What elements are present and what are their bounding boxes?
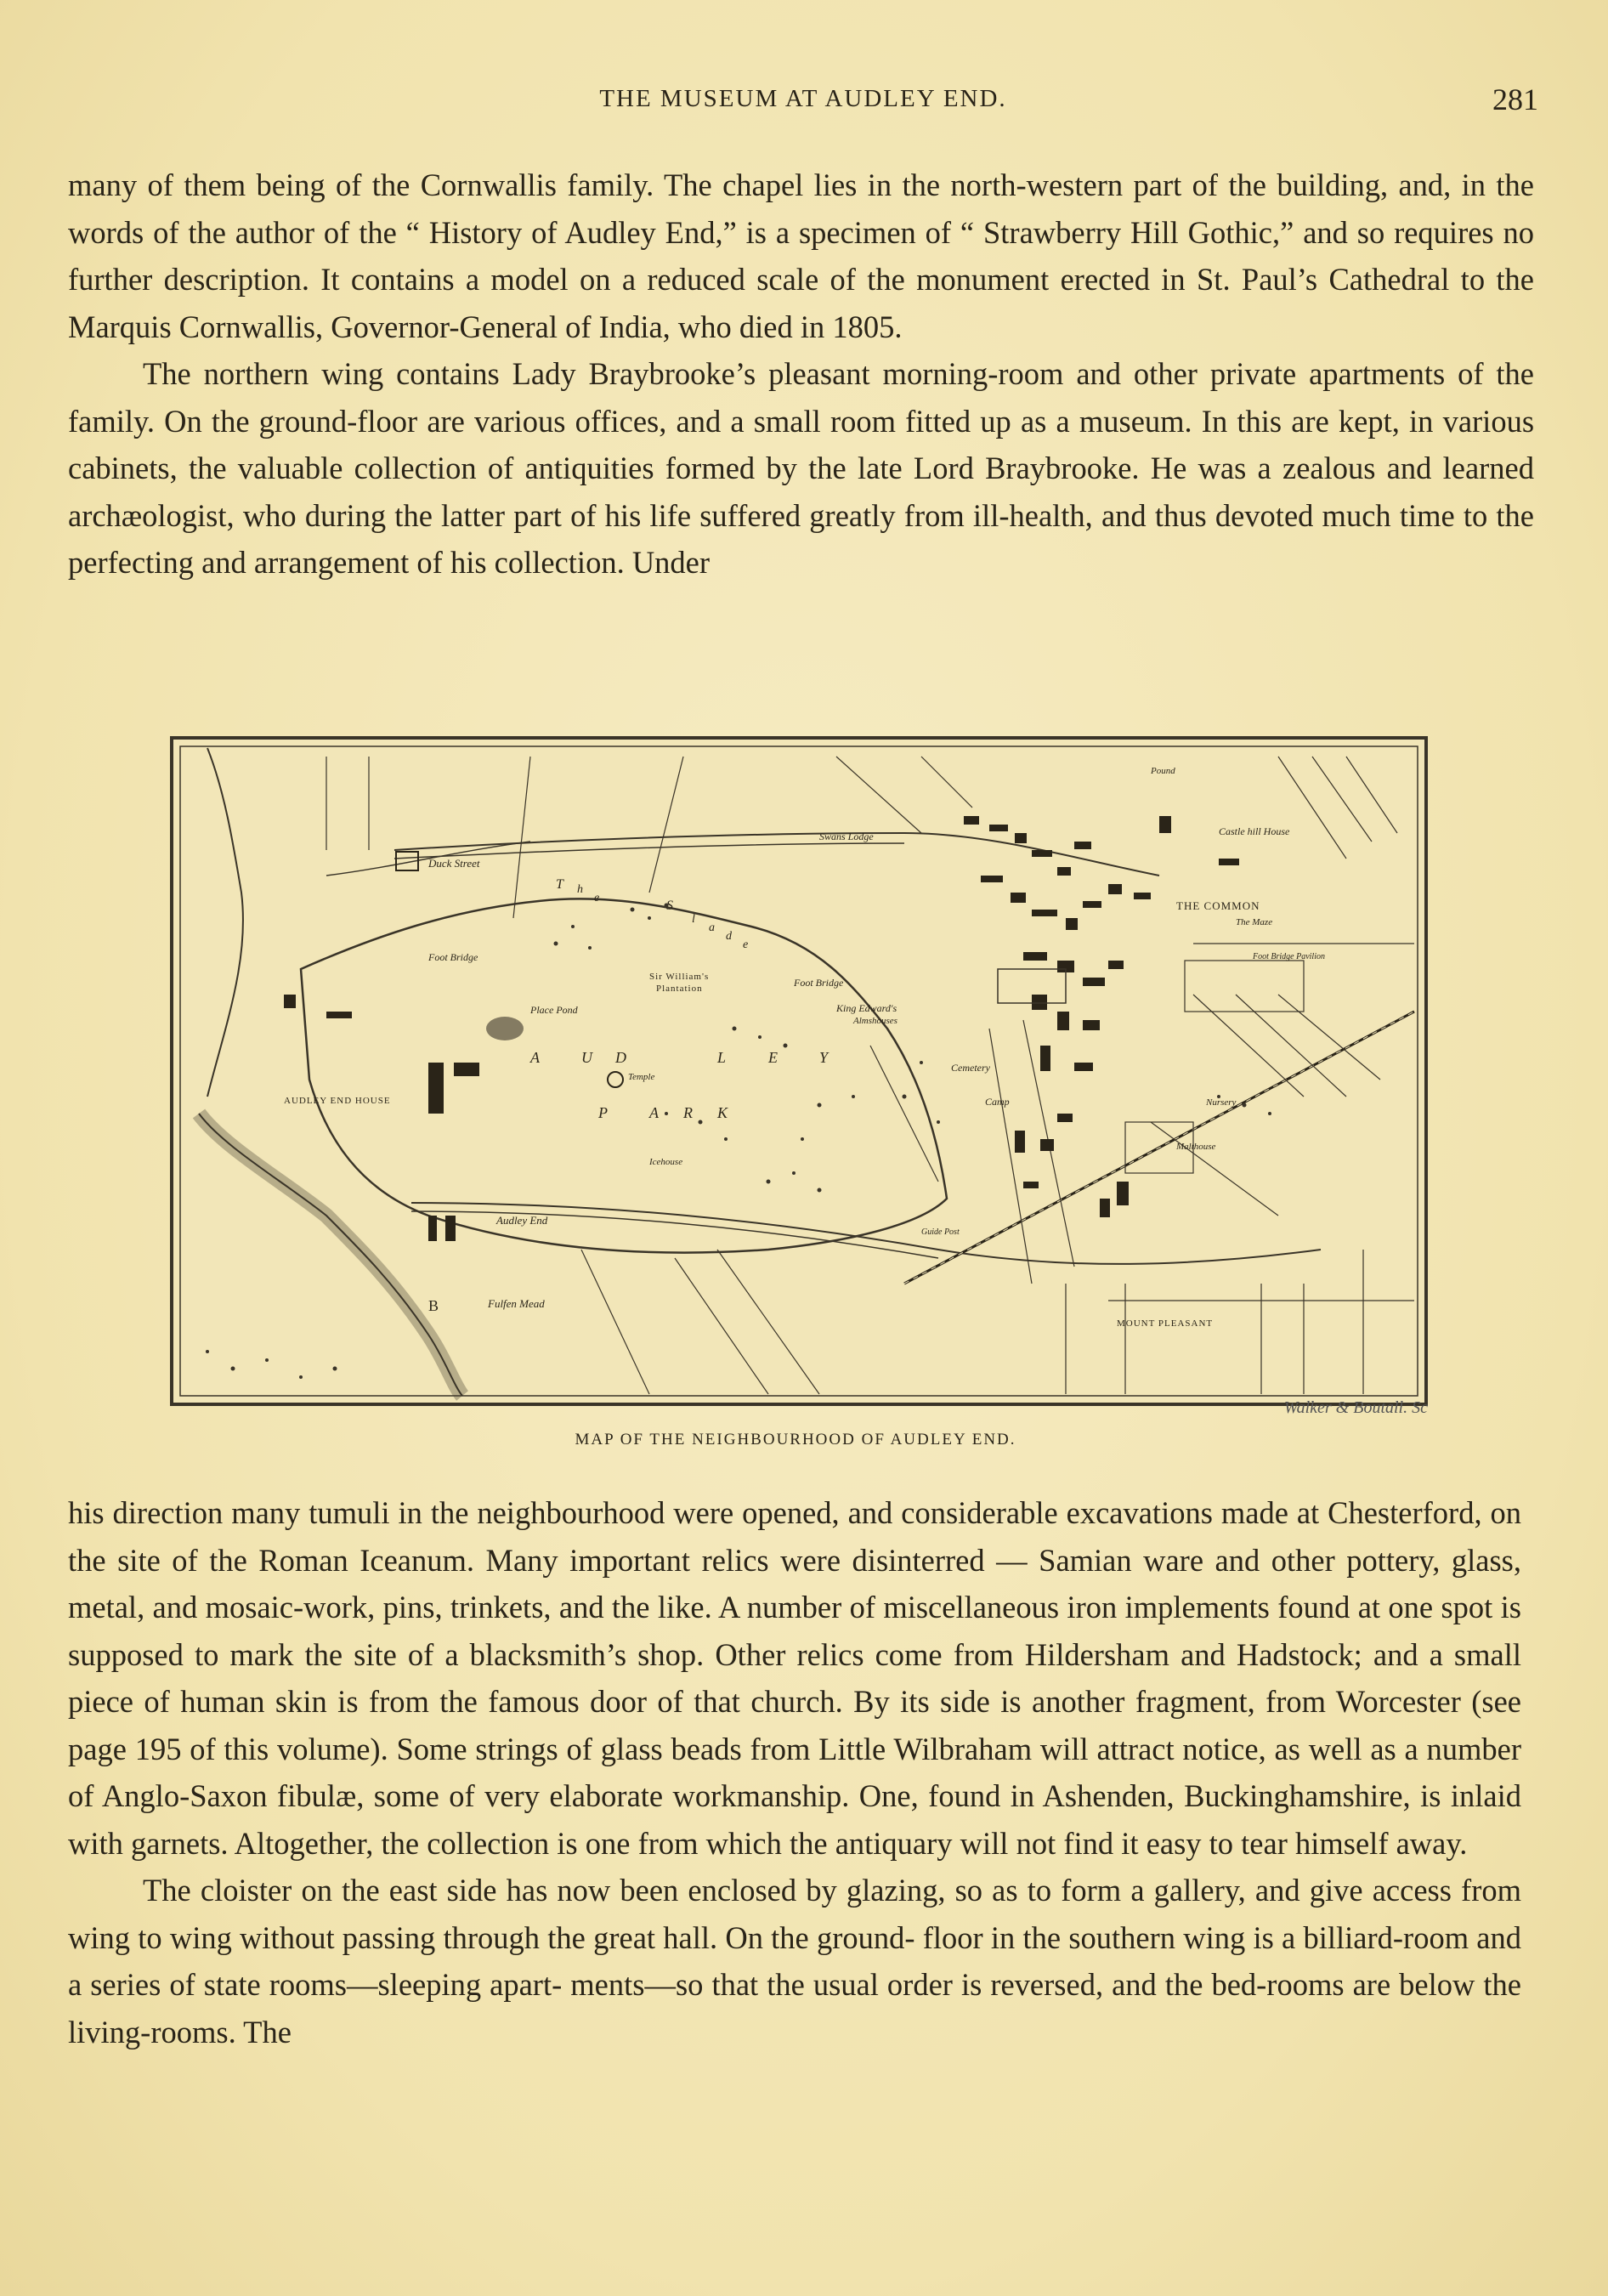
text-line: Cornwallis, Governor-General of India, who died in 1805. — [178, 309, 903, 344]
label-camp: Camp — [985, 1096, 1010, 1108]
bottom-text-block — [68, 1489, 1521, 2055]
text-line: and give access from wing to wing without passing through the great hall. On the ground- — [68, 1873, 1522, 1955]
label-icehouse: Icehouse — [649, 1157, 683, 1167]
railway-line-dashes — [904, 1012, 1414, 1284]
river-cam — [199, 1114, 462, 1396]
label-king-edwards: King Edward's — [836, 1002, 897, 1014]
town-buildings — [284, 816, 1239, 1241]
river-letter: T — [556, 877, 563, 892]
river-letter: e — [743, 938, 749, 951]
label-almshouses: Almshouses — [853, 1016, 897, 1026]
river-letter: S — [666, 899, 673, 913]
park-letter: E — [768, 1049, 778, 1066]
park-letter: A — [530, 1049, 540, 1066]
text-line: many of them being of the Cornwallis family. The chapel lies in the north-western part — [68, 167, 1182, 202]
river-letter: a — [709, 921, 715, 934]
text-line: made at Chesterford, on the site of the Roman Iceanum. Many important relics were — [68, 1495, 1522, 1578]
common-outline — [1185, 961, 1304, 1012]
label-castle-hill-house: Castle hill House — [1219, 825, 1290, 837]
park-letter: A — [649, 1104, 659, 1121]
page-number: 281 — [1492, 82, 1538, 116]
river-upper — [207, 748, 243, 1097]
text-line: with garnets. Altogether, the collection is one from which the antiquary will not find it — [68, 1825, 1139, 1861]
paragraph-excavations — [68, 1489, 1521, 1867]
label-guide-post: Guide Post — [921, 1227, 960, 1237]
text-line: floor in the southern wing is a billiard-room and a series of state rooms—sleeping apart- — [68, 1919, 1521, 2002]
park-boundary — [301, 899, 947, 1252]
label-audley-end-house: AUDLEY END HOUSE — [284, 1096, 391, 1106]
text-line: and a small piece of human skin is from the famous door of that church. By its side — [68, 1636, 1522, 1719]
text-line: The northern wing contains Lady Braybrooke’s pleasant morning-room and other — [143, 356, 1198, 391]
park-name-letters — [529, 1049, 829, 1121]
label-the-common: THE COMMON — [1176, 899, 1260, 912]
label-fulfen-mead: Fulfen Mead — [488, 1297, 545, 1310]
river-letter: l — [692, 913, 695, 926]
label-foot-bridge-west: Foot Bridge — [428, 951, 478, 963]
park-letter: L — [717, 1049, 727, 1066]
text-line: of the building, and, in the words of the author of the “ History of Audley End,” is a — [68, 167, 1534, 250]
text-line: and the like. A number of miscellaneous iron implements found at one spot is supposed — [68, 1590, 1521, 1672]
park-letter: D — [615, 1049, 626, 1066]
text-line: beads from Little Wilbraham will attract notice, as well as a number of Anglo-Saxon fibulæ, — [68, 1731, 1521, 1813]
label-malthouse: Malthouse — [1176, 1142, 1216, 1152]
label-duck-street: Duck Street — [428, 857, 480, 870]
label-pound: Pound — [1151, 766, 1175, 776]
label-plantation: Plantation — [656, 984, 703, 994]
label-foot-bridge-east: Foot Bridge — [794, 977, 844, 989]
label-audley-end: Audley End — [496, 1214, 548, 1227]
label-the-maze: The Maze — [1236, 917, 1273, 927]
map-illustration — [173, 740, 1424, 1403]
text-line: private apartments of the family. On the ground-floor are various offices, and a small — [68, 356, 1535, 439]
river-letter: e — [594, 892, 600, 904]
label-bm: B — [428, 1297, 440, 1314]
park-letter: R — [683, 1104, 693, 1121]
label-place-pond: Place Pond — [530, 1004, 578, 1016]
label-foot-bridge-pavilion: Foot Bridge Pavilion — [1253, 952, 1325, 961]
paragraph-chapel — [68, 162, 1534, 350]
text-line: some of very elaborate workmanship. One, found in Ashenden, Buckinghamshire, is inlaid — [373, 1778, 1522, 1813]
text-line: room fitted up as a museum. In this are kept, in various cabinets, the valuable collection — [68, 403, 1535, 485]
river-name-letters — [556, 877, 748, 951]
text-line: The cloister on the east side has now been enclosed by glazing, so as to form a gallery, — [143, 1873, 1246, 1908]
text-line: thus devoted much time to the perfecting and arrangement of his collection. Under — [68, 497, 1534, 580]
running-head — [68, 82, 1538, 119]
river-letter: h — [577, 883, 583, 896]
map-figure — [170, 736, 1428, 1406]
text-line: to mark the site of a blacksmith’s shop. Other relics come from Hildersham and Hadstock; — [194, 1636, 1362, 1672]
label-temple: Temple — [628, 1072, 655, 1082]
text-line: specimen of “ Strawberry Hill Gothic,” and so requires no further description. It contains — [68, 214, 1534, 297]
park-letter: Y — [819, 1049, 829, 1066]
temple-symbol — [608, 1072, 623, 1087]
river-letter: d — [726, 930, 732, 943]
place-pond — [486, 1017, 524, 1040]
text-line: easy to tear himself away. — [1146, 1825, 1468, 1861]
paragraph-cloister — [68, 1867, 1521, 2055]
text-line: disinterred — Samian ware and other pottery, glass, metal, and mosaic-work, pins, trinkets, — [68, 1542, 1522, 1624]
park-letter: P — [598, 1104, 608, 1121]
text-line: a model on a reduced scale of the monument erected in St. Paul’s Cathedral to the Marquis — [68, 262, 1534, 344]
map-caption: MAP OF THE NEIGHBOURHOOD OF AUDLEY END. — [575, 1431, 1016, 1448]
text-line: of antiquities formed by the late Lord Braybrooke. He was a zealous and learned — [487, 451, 1535, 485]
top-text-block — [68, 162, 1534, 587]
label-mount-pleasant: MOUNT PLEASANT — [1117, 1318, 1214, 1329]
tree-stipple — [206, 904, 1271, 1380]
paragraph-northern-wing — [68, 350, 1534, 587]
map-engraver-credit: Walker & Boutall. Sc — [1283, 1398, 1428, 1417]
label-swans-lodge: Swans Lodge — [819, 831, 874, 842]
label-cemetery: Cemetery — [951, 1062, 990, 1074]
label-sir-williams: Sir William's — [649, 972, 710, 982]
text-line: is another fragment, from Worcester (see page 195 of this volume). Some strings of glass — [68, 1684, 1522, 1766]
label-nursery: Nursery — [1206, 1097, 1237, 1108]
text-line: ments—so that the usual order is reversed, and the bed-rooms are below the living-rooms. The — [68, 1967, 1521, 2049]
park-letter: K — [717, 1104, 728, 1121]
park-letter: U — [581, 1049, 592, 1066]
text-line: archæologist, who during the latter part of his life suffered greatly from ill-health, and — [68, 497, 1147, 533]
running-title: THE MUSEUM AT AUDLEY END. — [599, 85, 1007, 112]
text-line: his direction many tumuli in the neighbourhood were opened, and considerable excavations — [68, 1495, 1213, 1530]
